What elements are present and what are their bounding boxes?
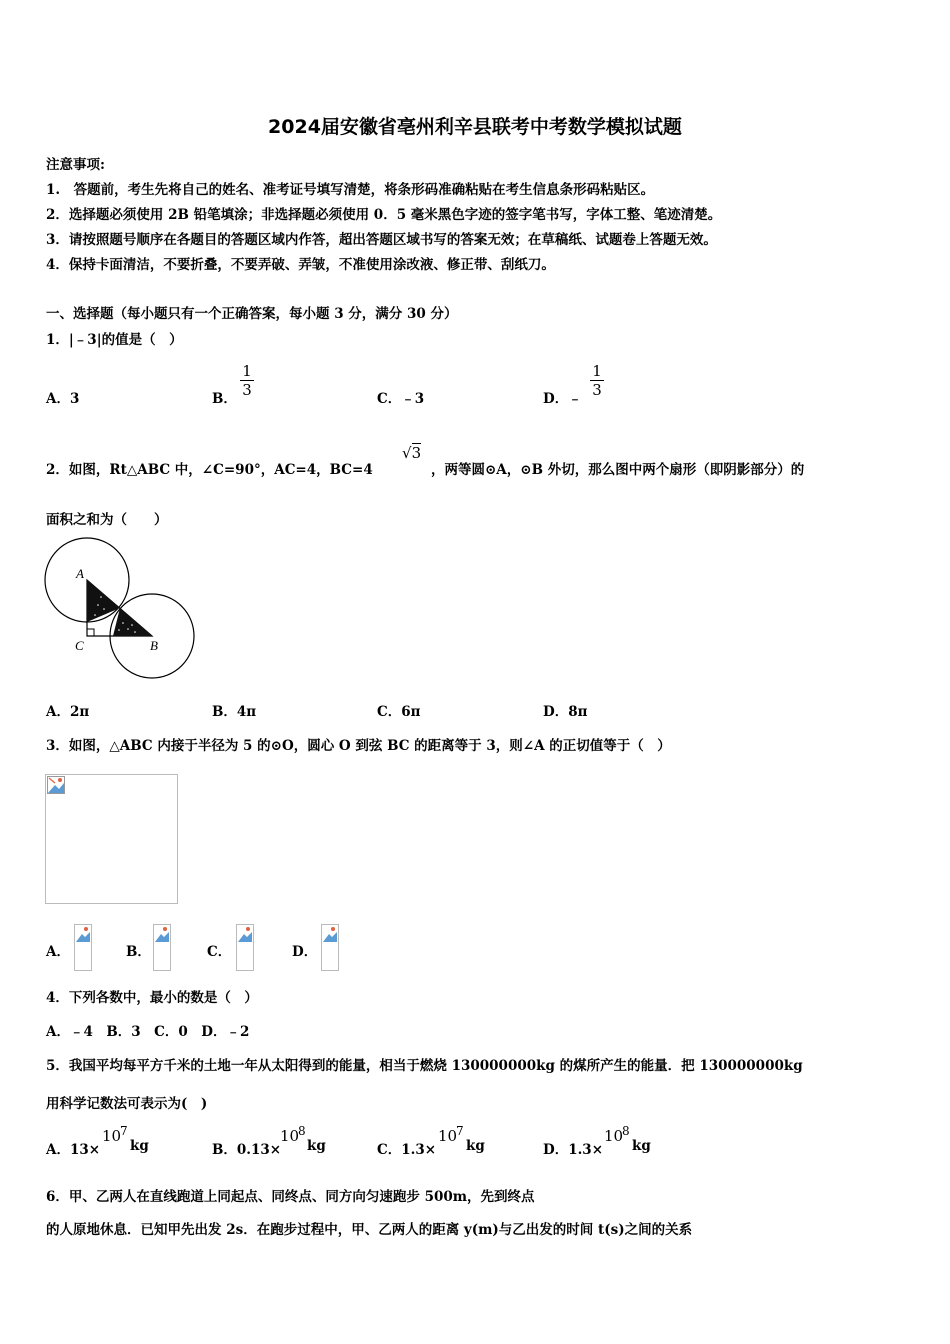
q5-option-b-exponent: 8 [298,1124,306,1138]
fraction-numerator: 1 [240,362,254,381]
q1-option-a: A．3 [46,391,80,407]
label-c: C [75,638,84,653]
sqrt-radicand: 3 [411,444,422,462]
fraction-numerator: 1 [590,362,604,381]
q5-stem-line2: 用科学记数法可表示为( ) [46,1096,208,1112]
q2-stem-part1: 2．如图，Rt△ABC 中，∠C=90°，AC=4，BC=4 [46,462,373,478]
q3-stem: 3．如图，△ABC 内接于半径为 5 的⊙O，圆心 O 到弦 BC 的距离等于 3，则∠A 的正切值等于（ ） [46,738,671,754]
q5-option-a-prefix: A．13× [46,1142,101,1158]
q5-option-c-exponent: 7 [456,1124,464,1138]
q5-option-c-base: 10 [438,1127,458,1145]
q1-option-b: B． [212,391,237,407]
notice-item-3: 3．请按照题号顺序在各题目的答题区域内作答，超出答题区域书写的答案无效；在草稿纸、试题卷上答题无效。 [46,232,717,248]
q3-option-b: B． [126,944,151,960]
q2-stem-part2: ，两等圆⊙A，⊙B 外切，那么图中两个扇形（即阴影部分）的 [431,462,805,478]
q5-option-d-exponent: 8 [622,1124,630,1138]
q1-option-c: C．﹣3 [377,391,425,407]
q5-option-d-unit: kg [632,1138,651,1154]
q5-stem-line1: 5．我国平均每平方千米的土地一年从太阳得到的能量，相当于燃烧 130000000kg 的煤所产生的能量．把 130000000kg [46,1058,803,1074]
q6-line1: 6．甲、乙两人在直线跑道上同起点、同终点、同方向匀速跑步 500m，先到终点 [46,1189,535,1205]
q3-option-a-broken-image [74,924,92,971]
q3-option-d-broken-image [321,924,339,971]
broken-image-icon [47,776,65,794]
q5-option-b-prefix: B．0.13× [212,1142,282,1158]
broken-image-icon [323,926,337,942]
q5-option-a-exponent: 7 [120,1124,128,1138]
q1-option-d-fraction [590,362,604,399]
q3-option-c: C． [207,944,232,960]
fraction-denominator: 3 [592,381,602,399]
label-b: B [150,638,158,653]
q5-option-a-unit: kg [130,1138,149,1154]
broken-image-icon [76,926,90,942]
sector-b-shaded [113,608,152,636]
broken-image-icon [238,926,252,942]
q5-option-c-prefix: C．1.3× [377,1142,437,1158]
q3-figure-broken-image [45,774,178,904]
page-title: 2024届安徽省亳州利辛县联考中考数学模拟试题 [268,116,682,138]
q5-option-b-base: 10 [280,1127,300,1145]
q6-line2: 的人原地休息．已知甲先出发 2s．在跑步过程中，甲、乙两人的距离 y(m)与乙出发的时间 t(s)之间的关系 [46,1222,693,1238]
sqrt-icon: √ [402,444,412,462]
q2-figure [40,535,205,685]
q5-option-d-base: 10 [604,1127,624,1145]
q1-option-b-fraction [240,362,254,399]
notice-item-2: 2．选择题必须使用 2B 铅笔填涂；非选择题必须使用 0．5 毫米黑色字迹的签字笔书写，字体工整、笔迹清楚。 [46,207,722,223]
notice-heading: 注意事项: [46,157,105,173]
q1-stem: 1．|﹣3|的值是（ ） [46,332,183,348]
q5-option-c-unit: kg [466,1138,485,1154]
label-a: A [76,566,84,581]
sqrt-expression [402,444,421,462]
section-heading: 一、选择题（每小题只有一个正确答案，每小题 3 分，满分 30 分） [46,306,458,322]
q2-option-d: D．8π [543,704,588,720]
q3-option-d: D． [292,944,318,960]
q2-option-a: A．2π [46,704,90,720]
right-angle-mark [87,629,94,636]
notice-item-4: 4．保持卡面清洁，不要折叠，不要弄破、弄皱，不准使用涂改液、修正带、刮纸刀。 [46,257,555,273]
broken-image-icon [155,926,169,942]
q5-option-a-base: 10 [102,1127,122,1145]
q4-options: A．﹣4 B．3 C．0 D．﹣2 [46,1024,250,1040]
q3-option-a: A． [46,944,70,960]
q2-option-b: B．4π [212,704,257,720]
q2-stem-line2: 面积之和为（ ） [46,512,168,528]
fraction-denominator: 3 [242,381,252,399]
q3-option-b-broken-image [153,924,171,971]
q2-option-c: C．6π [377,704,421,720]
q1-option-d: D．﹣ [543,391,582,407]
q5-option-d-prefix: D．1.3× [543,1142,604,1158]
q4-stem: 4．下列各数中，最小的数是（ ） [46,990,258,1006]
notice-item-1: 1. 答题前，考生先将自己的姓名、准考证号填写清楚，将条形码准确粘贴在考生信息条形码粘贴区。 [46,182,655,198]
q5-option-b-unit: kg [307,1138,326,1154]
q3-option-c-broken-image [236,924,254,971]
